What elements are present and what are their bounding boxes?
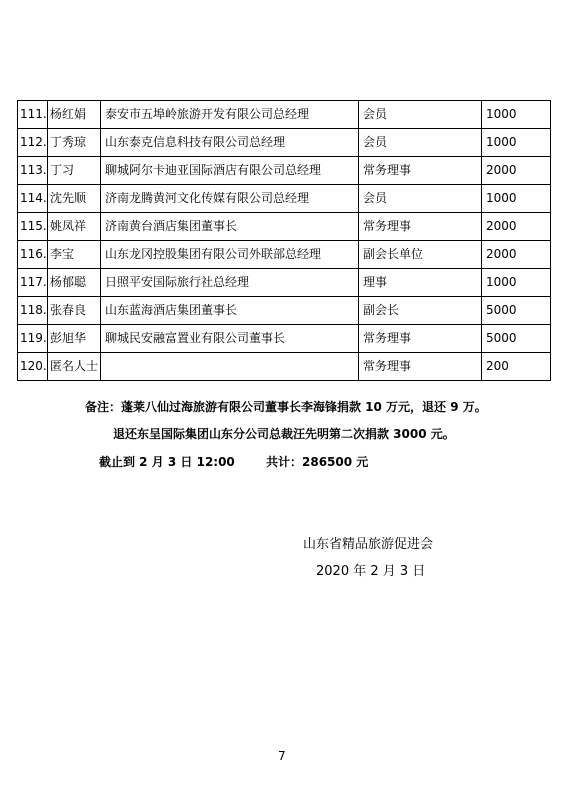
member-role: 副会长 [359, 297, 482, 325]
table-row [18, 325, 551, 353]
member-role: 常务理事 [359, 325, 482, 353]
donor-name: 沈先顺 [48, 185, 101, 213]
donor-position: 山东蓝海酒店集团董事长 [101, 297, 359, 325]
donation-table [17, 100, 551, 381]
table-row [18, 353, 551, 381]
table-row [18, 101, 551, 129]
table-row [18, 269, 551, 297]
table-row [18, 297, 551, 325]
member-role: 常务理事 [359, 213, 482, 241]
donor-name: 丁秀琼 [48, 129, 101, 157]
donor-name: 丁习 [48, 157, 101, 185]
table-row [18, 241, 551, 269]
remark-line-1: 备注：蓬莱八仙过海旅游有限公司董事长李海锋捐款 10 万元，退还 9 万。 [85, 400, 487, 414]
donation-amount: 5000 [482, 325, 551, 353]
donor-position: 泰安市五埠岭旅游开发有限公司总经理 [101, 101, 359, 129]
row-number: 119. [18, 325, 48, 353]
donor-position: 山东泰克信息科技有限公司总经理 [101, 129, 359, 157]
cutoff-time: 截止到 2 月 3 日 12:00 [99, 455, 235, 469]
table-row [18, 213, 551, 241]
donation-amount: 200 [482, 353, 551, 381]
member-role: 副会长单位 [359, 241, 482, 269]
row-number: 120. [18, 353, 48, 381]
donor-position: 日照平安国际旅行社总经理 [101, 269, 359, 297]
member-role: 会员 [359, 101, 482, 129]
donation-amount: 1000 [482, 185, 551, 213]
donation-amount: 2000 [482, 213, 551, 241]
donor-position: 山东龙冈控股集团有限公司外联部总经理 [101, 241, 359, 269]
donation-amount: 1000 [482, 269, 551, 297]
donor-position: 济南龙腾黄河文化传媒有限公司总经理 [101, 185, 359, 213]
donor-name: 姚凤祥 [48, 213, 101, 241]
donor-position: 济南黄台酒店集团董事长 [101, 213, 359, 241]
row-number: 117. [18, 269, 48, 297]
table-row [18, 185, 551, 213]
donation-amount: 1000 [482, 129, 551, 157]
donor-position: 聊城阿尔卡迪亚国际酒店有限公司总经理 [101, 157, 359, 185]
row-number: 115. [18, 213, 48, 241]
donation-amount: 2000 [482, 241, 551, 269]
table-row [18, 157, 551, 185]
member-role: 会员 [359, 185, 482, 213]
signature-date: 2020 年 2 月 3 日 [316, 564, 426, 579]
member-role: 会员 [359, 129, 482, 157]
table-row [18, 129, 551, 157]
donation-amount: 1000 [482, 101, 551, 129]
member-role: 理事 [359, 269, 482, 297]
donation-amount: 5000 [482, 297, 551, 325]
row-number: 118. [18, 297, 48, 325]
page-number: 7 [278, 749, 286, 763]
donor-position: 聊城民安融富置业有限公司董事长 [101, 325, 359, 353]
row-number: 113. [18, 157, 48, 185]
remark-line-2: 退还东呈国际集团山东分公司总裁汪先明第二次捐款 3000 元。 [113, 427, 455, 441]
total-amount: 共计：286500 元 [266, 455, 369, 469]
row-number: 114. [18, 185, 48, 213]
donor-name: 杨郁聪 [48, 269, 101, 297]
donor-name: 张春良 [48, 297, 101, 325]
donation-amount: 2000 [482, 157, 551, 185]
row-number: 112. [18, 129, 48, 157]
donor-name: 李宝 [48, 241, 101, 269]
donor-name: 杨红娟 [48, 101, 101, 129]
row-number: 111. [18, 101, 48, 129]
donor-name: 匿名人士 [48, 353, 101, 381]
donor-position [101, 353, 359, 381]
member-role: 常务理事 [359, 157, 482, 185]
donor-name: 彭旭华 [48, 325, 101, 353]
row-number: 116. [18, 241, 48, 269]
signature-organization: 山东省精品旅游促进会 [303, 537, 434, 552]
donation-table-body [18, 101, 551, 381]
member-role: 常务理事 [359, 353, 482, 381]
